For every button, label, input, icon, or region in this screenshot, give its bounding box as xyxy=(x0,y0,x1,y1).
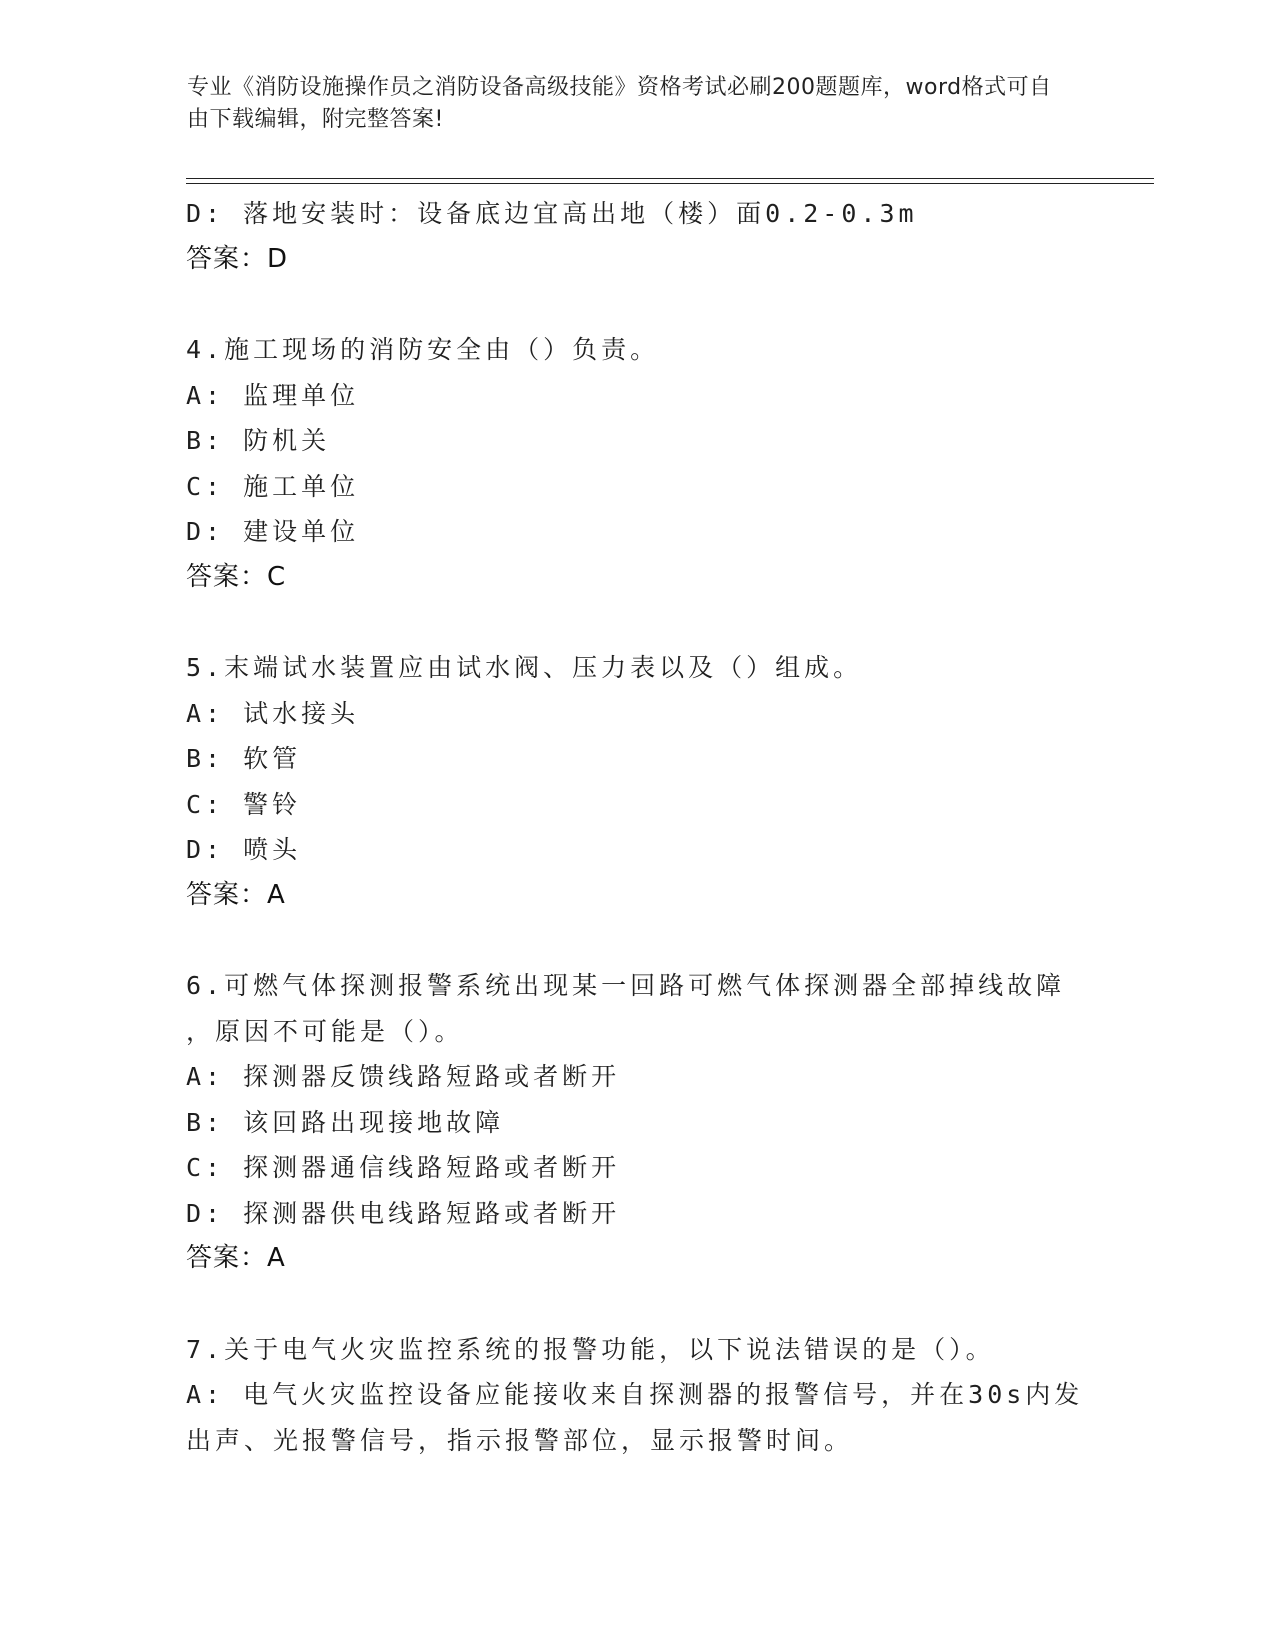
question-text: 5.末端试水装置应由试水阀、压力表以及（）组成。 xyxy=(186,653,863,682)
question-line: D: 探测器供电线路短路或者断开 xyxy=(186,1198,621,1228)
question-text: 6.可燃气体探测报警系统出现某一回路可燃气体探测器全部掉线故障 xyxy=(186,971,1066,1000)
document-header xyxy=(187,72,1067,136)
question-content xyxy=(186,191,1086,1463)
answer-line: 答案：A xyxy=(186,1243,286,1273)
answer-line: 答案：A xyxy=(186,879,286,910)
header-text: 专业《消防设施操作员之消防设备高级技能》资格考试必刷200题题库，word格式可自由下载编辑，附完整答案! xyxy=(187,75,1052,132)
block-gap xyxy=(186,600,1086,645)
block-gap xyxy=(186,918,1086,963)
question-text: 7.关于电气火灾监控系统的报警功能，以下说法错误的是（）。 xyxy=(186,1334,995,1364)
header-rule-top xyxy=(186,178,1154,179)
question-line: B: 软管 xyxy=(186,744,302,773)
question-line: C: 探测器通信线路短路或者断开 xyxy=(186,1153,621,1182)
question-text: 4.施工现场的消防安全由（）负责。 xyxy=(186,335,660,364)
header-rule-bottom xyxy=(186,183,1154,184)
block-gap xyxy=(186,282,1086,327)
answer-line: 答案：D xyxy=(186,243,289,274)
answer-line: 答案：C xyxy=(186,561,287,592)
question-line: A: 电气火灾监控设备应能接收来自探测器的报警信号，并在30s内发 xyxy=(186,1380,1084,1409)
block-gap xyxy=(186,1282,1086,1327)
question-line: A: 监理单位 xyxy=(186,380,360,410)
question-line: ，原因不可能是（）。 xyxy=(186,1016,464,1046)
question-line: C: 施工单位 xyxy=(186,471,360,501)
question-line: 出声、光报警信号，指示报警部位，显示报警时间。 xyxy=(186,1425,854,1455)
question-line: C: 警铃 xyxy=(186,789,302,819)
question-line: B: 该回路出现接地故障 xyxy=(186,1107,505,1137)
question-line: B: 防机关 xyxy=(186,426,331,455)
question-line: D: 喷头 xyxy=(186,835,302,864)
question-line: D: 建设单位 xyxy=(186,517,360,546)
question-line: D: 落地安装时：设备底边宜高出地（楼）面0.2-0.3m xyxy=(186,199,918,228)
question-line: A: 探测器反馈线路短路或者断开 xyxy=(186,1062,621,1091)
question-line: A: 试水接头 xyxy=(186,698,360,728)
